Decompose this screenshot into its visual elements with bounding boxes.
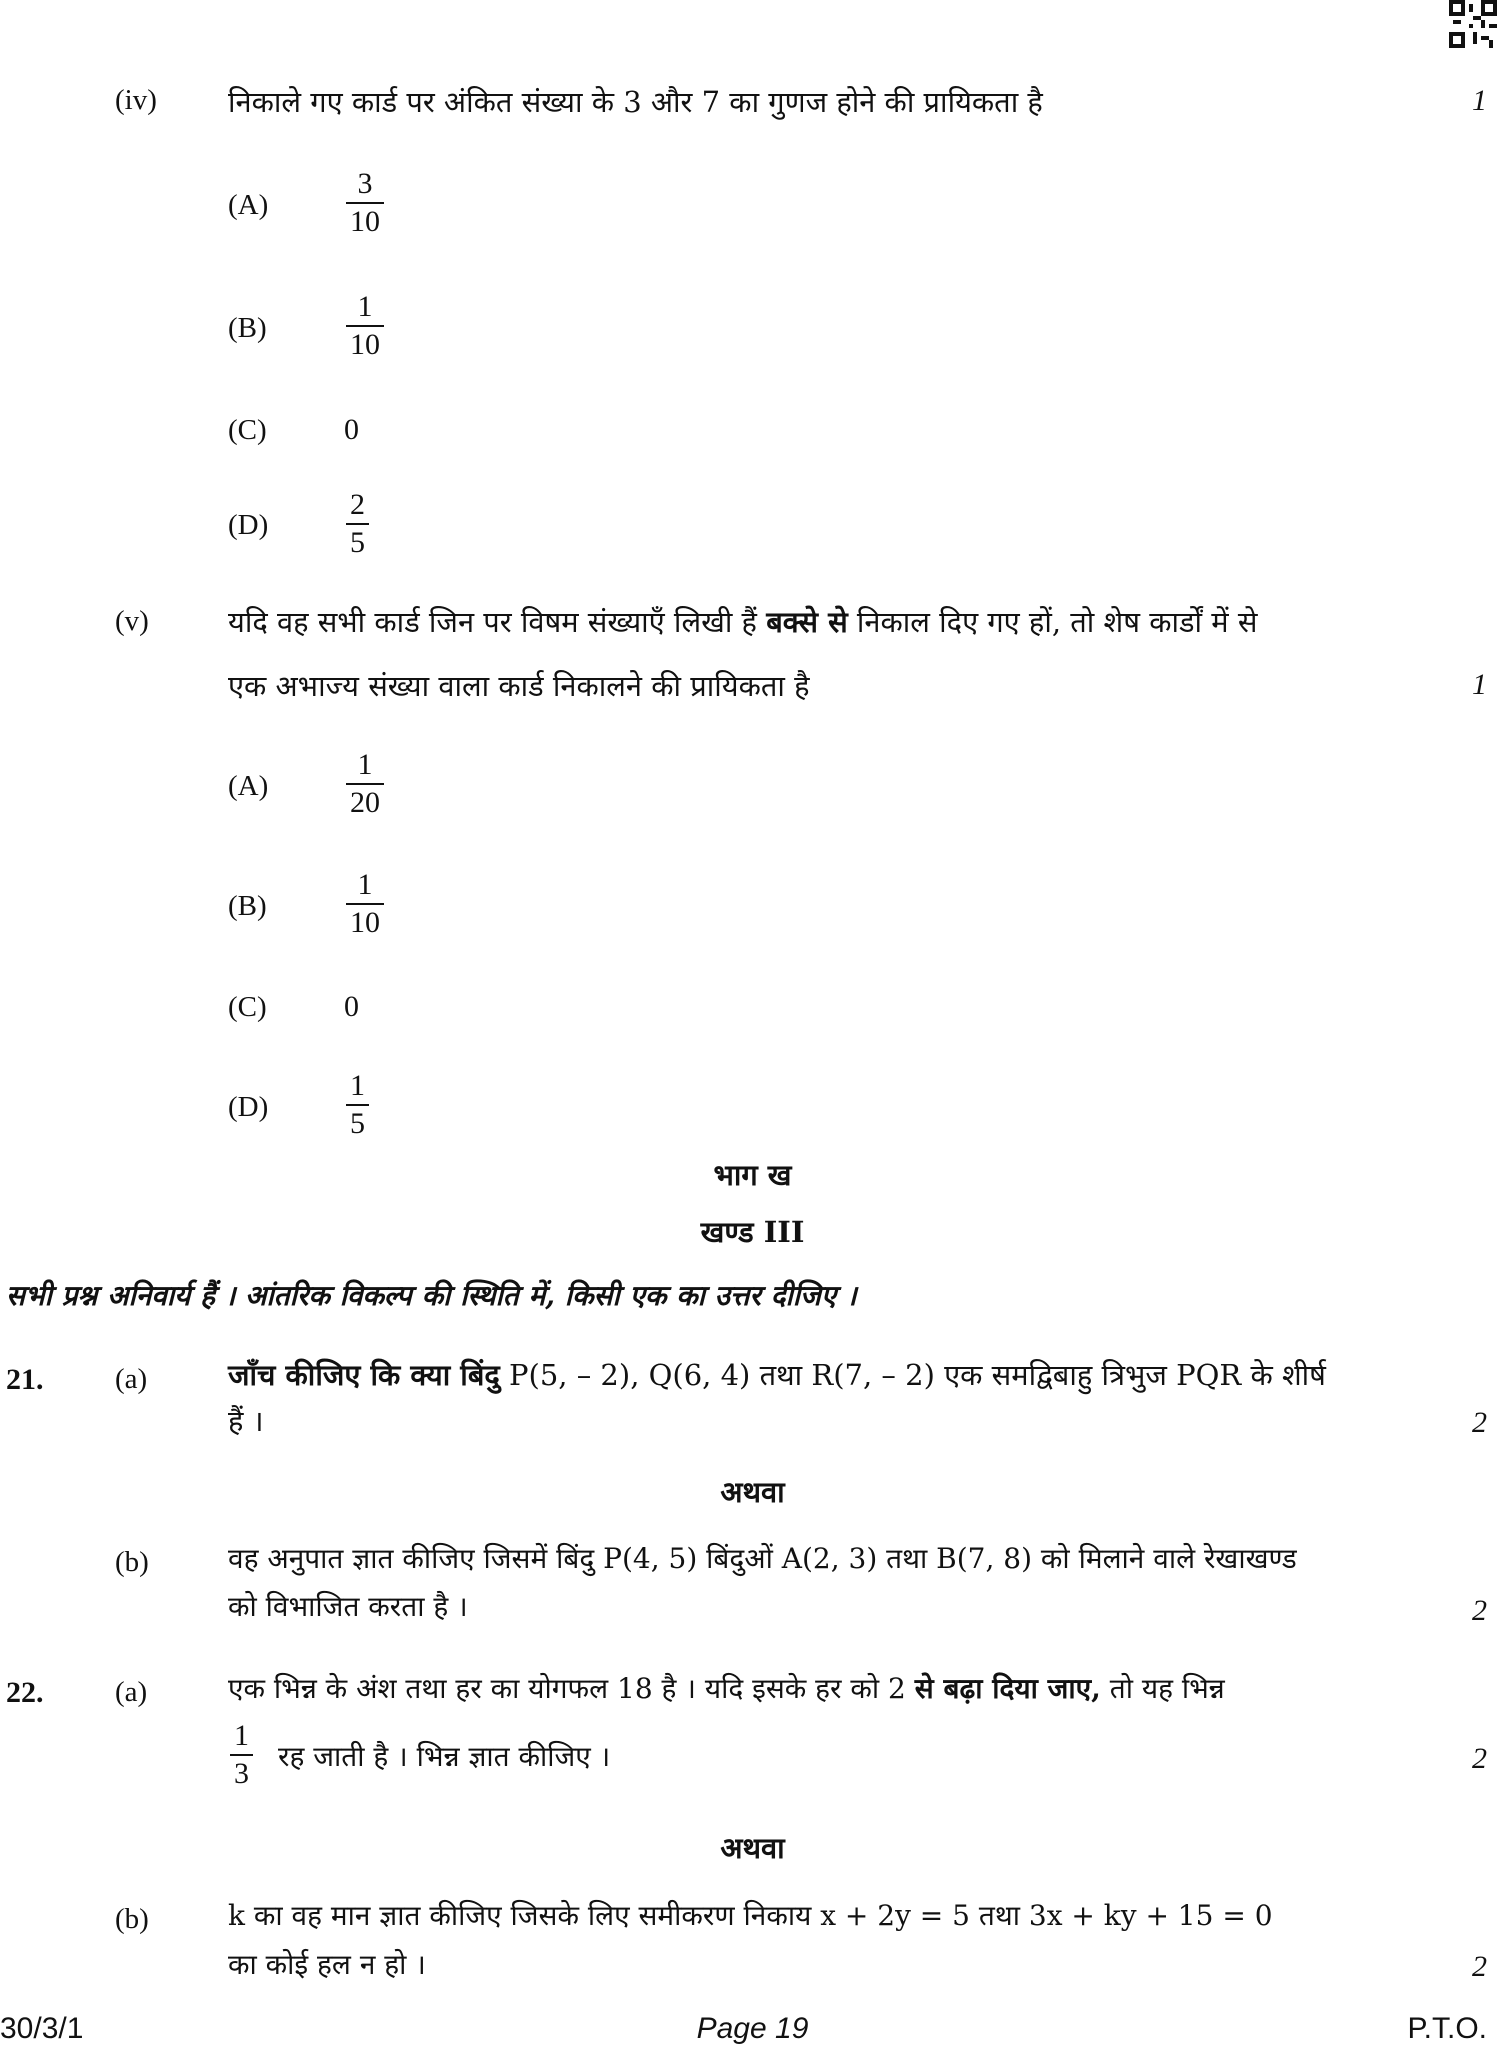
- fraction-denominator: 5: [350, 526, 365, 559]
- fraction-numerator: 1: [357, 748, 373, 781]
- q22-a-text: [228, 1666, 1428, 1712]
- q-iv-label: (iv): [115, 84, 157, 116]
- q-iv-option-d-label: (D): [228, 509, 269, 541]
- q21-b-marks: 2: [1472, 1594, 1487, 1627]
- q22-b-line2: का कोई हल न हो ।: [228, 1948, 426, 1981]
- q22-b-text: k का वह मान ज्ञात कीजिए जिसके लिए समीकरण निकाय x + 2y = 5 तथा 3x + ky + 15 = 0: [228, 1899, 1273, 1932]
- q21-a-text: [228, 1352, 1408, 1398]
- q-iv-option-a-label: (A): [228, 189, 269, 221]
- q22-a-text-part1: एक भिन्न के अंश तथा हर का योगफल 18 है । यदि इसके हर को 2: [228, 1672, 915, 1705]
- q22-a-text-part2: तो यह भिन्न: [1100, 1672, 1225, 1705]
- fraction-denominator: 10: [350, 906, 380, 939]
- q21-b-line2: को विभाजित करता है ।: [228, 1590, 468, 1623]
- q-iv-option-b-label: (B): [228, 312, 267, 344]
- fraction-denominator: 20: [350, 786, 380, 819]
- q-v-option-c-label: (C): [228, 991, 267, 1023]
- fraction-numerator: 1: [357, 290, 373, 323]
- q21-b-label: (b): [115, 1546, 149, 1578]
- footer-pto: P.T.O.: [1407, 2012, 1487, 2045]
- q21-number: 21.: [6, 1363, 44, 1396]
- q22-a-marks: 2: [1472, 1742, 1487, 1775]
- q-v-text-bold: बक्से से: [766, 605, 848, 639]
- fraction-numerator: 2: [350, 488, 365, 521]
- q22-b-marks: 2: [1472, 1950, 1487, 1983]
- q22-number: 22.: [6, 1676, 44, 1709]
- q22-a-line2: रह जाती है । भिन्न ज्ञात कीजिए ।: [278, 1740, 611, 1773]
- q-v-option-c-value: 0: [344, 990, 359, 1023]
- q21-b-text: वह अनुपात ज्ञात कीजिए जिसमें बिंदु P(4, 5) बिंदुओं A(2, 3) तथा B(7, 8) को मिलाने वाले रेखाखण्ड: [228, 1542, 1297, 1575]
- q22-a-fraction: [230, 1718, 253, 1792]
- q-v-option-d-fraction: [346, 1068, 369, 1142]
- q-iv-marks: 1: [1472, 84, 1487, 117]
- q-v-option-d-label: (D): [228, 1091, 269, 1123]
- q-v-text-line2: एक अभाज्य संख्या वाला कार्ड निकालने की प्रायिकता है: [228, 669, 810, 703]
- q21-a-line2: हैं ।: [228, 1404, 264, 1438]
- q-iv-text: निकाले गए कार्ड पर अंकित संख्या के 3 और 7 का गुणज होने की प्रायिकता है: [228, 85, 1043, 119]
- q-iv-option-c-value: 0: [344, 413, 359, 446]
- q-v-option-a-fraction: [346, 747, 384, 821]
- qr-code-icon: [1449, 0, 1497, 48]
- q22-a-label: (a): [115, 1676, 148, 1708]
- q21-or: अथवा: [720, 1475, 785, 1509]
- fraction-numerator: 3: [357, 167, 373, 200]
- fraction-denominator: 3: [234, 1757, 249, 1790]
- q-iv-option-c-label: (C): [228, 414, 267, 446]
- q-iv-option-d-fraction: [346, 487, 369, 561]
- section-khand-heading: खण्ड III: [700, 1215, 805, 1249]
- fraction-numerator: 1: [357, 868, 373, 901]
- q-iv-option-a-fraction: [346, 166, 384, 240]
- fraction-denominator: 10: [350, 205, 380, 238]
- fraction-numerator: 1: [234, 1719, 249, 1752]
- q-v-label: (v): [115, 605, 149, 637]
- q22-a-text-bold: से बढ़ा दिया जाए,: [914, 1672, 1101, 1705]
- section-instruction: सभी प्रश्न अनिवार्य हैं । आंतरिक विकल्प की स्थिति में, किसी एक का उत्तर दीजिए ।: [6, 1279, 857, 1312]
- q21-a-label: (a): [115, 1363, 148, 1395]
- section-part-heading: भाग ख: [713, 1158, 792, 1192]
- footer-page-number: Page 19: [696, 2012, 809, 2045]
- fraction-numerator: 1: [350, 1069, 365, 1102]
- q-v-text-part1: यदि वह सभी कार्ड जिन पर विषम संख्याएँ लिखी हैं: [228, 605, 767, 639]
- fraction-denominator: 5: [350, 1107, 365, 1140]
- fraction-denominator: 10: [350, 328, 380, 361]
- q-v-option-b-label: (B): [228, 890, 267, 922]
- footer-code: 30/3/1: [0, 2012, 84, 2045]
- q22-or: अथवा: [720, 1831, 785, 1865]
- q-v-option-b-fraction: [346, 867, 384, 941]
- q21-a-text-bold: जाँच कीजिए कि क्या बिंदु: [228, 1358, 500, 1392]
- q-v-text-part2: निकाल दिए गए हों, तो शेष कार्डों में से: [847, 605, 1258, 639]
- q21-a-marks: 2: [1472, 1406, 1487, 1439]
- q21-a-text-main: P(5, – 2), Q(6, 4) तथा R(7, – 2) एक समद्विबाहु त्रिभुज PQR के शीर्ष: [499, 1358, 1326, 1392]
- q22-b-label: (b): [115, 1903, 149, 1935]
- q-v-option-a-label: (A): [228, 770, 269, 802]
- q-v-marks: 1: [1472, 668, 1487, 701]
- q-v-text: [228, 596, 1408, 648]
- q-iv-option-b-fraction: [346, 289, 384, 363]
